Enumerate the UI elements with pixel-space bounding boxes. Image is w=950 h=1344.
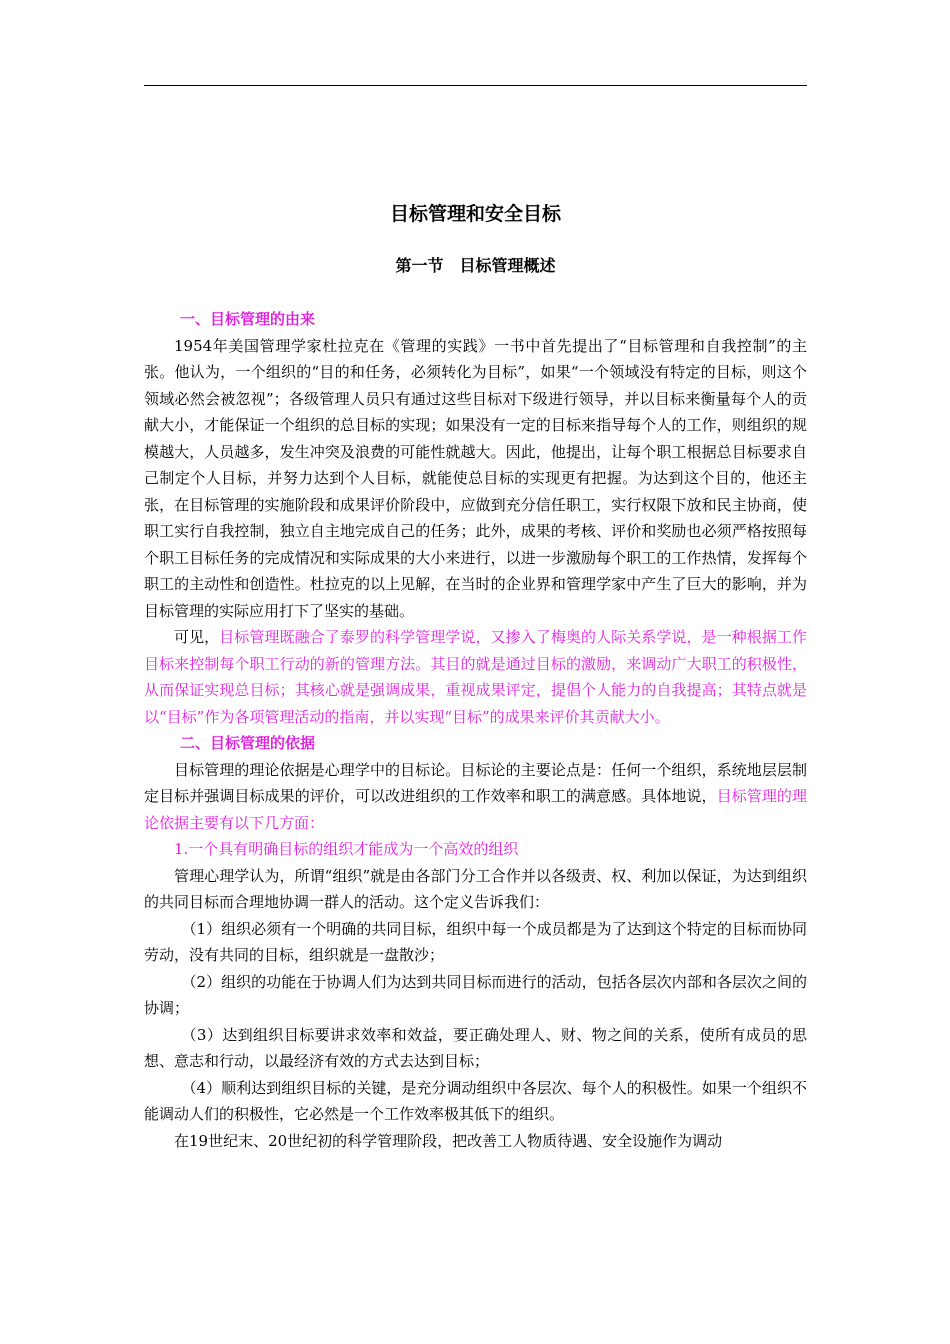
paragraph-basis xyxy=(144,757,807,837)
paragraph-organization-definition: 管理心理学认为，所谓“组织”就是由各部门分工合作并以各级责、权、利加以保证，为达到组织的共同目标而合理地协调一群人的活动。这个定义告诉我们： xyxy=(144,866,807,911)
list-item: （2）组织的功能在于协调人们为达到共同目标而进行的活动，包括各层次内部和各层次之间的协调； xyxy=(144,972,807,1017)
document-body xyxy=(144,190,807,1154)
paragraph-scientific-management: 在19世纪末、20世纪初的科学管理阶段，把改善工人物质待遇、安全设施作为调动 xyxy=(174,1131,723,1150)
subheading-clear-goal: 1.一个具有明确目标的组织才能成为一个高效的组织 xyxy=(174,840,519,858)
document-title: 目标管理和安全目标 xyxy=(389,203,561,225)
list-item: （4）顺利达到组织目标的关键，是充分调动组织中各层次、每个人的积极性。如果一个组织不能调动人们的积极性，它必然是一个工作效率极其低下的组织。 xyxy=(144,1078,807,1123)
section-heading-basis: 二、目标管理的依据 xyxy=(180,734,316,752)
paragraph-summary xyxy=(144,624,807,730)
basis-text: 目标管理的理论依据是心理学中的目标论。目标论的主要论点是：任何一个组织，系统地层层制定目标并强调目标成果的评价，可以改进组织的工作效率和职工的满意感。具体地说， xyxy=(144,760,807,805)
paragraph-origin: 1954年美国管理学家杜拉克在《管理的实践》一书中首先提出了“目标管理和自我控制”的主张。他认为，一个组织的“目的和任务，必须转化为目标”，如果“一个领域没有特定的目标，则这个领域必然会被忽视”；各级管理人员只有通过这些目标对下级进行领导，并以目标来衡量每个人的贡献大小，才能保证一个组织的总目标的实现；如果没有一定的目标来指导每个人的工作，则组织的规模越大，人员越多，发生冲突及浪费的可能性就越大。因此，他提出，让每个职工根据总目标要求自己制定个人目标，并努力达到个人目标，就能使总目标的实现更有把握。为达到这个目的，他还主张，在目标管理的实施阶段和成果评价阶段中，应做到充分信任职工，实行权限下放和民主协商，使职工实行自我控制，独立自主地完成自己的任务；此外，成果的考核、评价和奖励也必须严格按照每个职工目标任务的完成情况和实际成果的大小来进行，以进一步激励每个职工的工作热情，发挥每个职工的主动性和创造性。杜拉克的以上见解，在当时的企业界和管理学家中产生了巨大的影响，并为目标管理的实际应用打下了坚实的基础。 xyxy=(144,336,807,620)
list-item: （3）达到组织目标要讲求效率和效益，要正确处理人、财、物之间的关系，使所有成员的思想、意志和行动，以最经济有效的方式去达到目标； xyxy=(144,1025,807,1070)
list-item: （1）组织必须有一个明确的共同目标，组织中每一个成员都是为了达到这个特定的目标而协同劳动，没有共同的目标，组织就是一盘散沙； xyxy=(144,919,807,964)
basis-highlight: 目标管理的理论依据主要有以下几方面： xyxy=(144,787,807,832)
chapter-heading: 第一节 目标管理概述 xyxy=(395,256,556,275)
summary-lead: 可见， xyxy=(174,628,220,646)
summary-highlight: 目标管理既融合了泰罗的科学管理学说，又掺入了梅奥的人际关系学说，是一种根据工作目标来控制每个职工行动的新的管理方法。其目的就是通过目标的激励，来调动广大职工的积极性，从而保证实现总目标；其核心就是强调成果，重视成果评定，提倡个人能力的自我提高；其特点就是以“目标”作为各项管理活动的指南，并以实现“目标”的成果来评价其贡献大小。 xyxy=(144,628,807,726)
section-heading-origin: 一、目标管理的由来 xyxy=(180,310,316,328)
header-rule xyxy=(144,85,807,86)
